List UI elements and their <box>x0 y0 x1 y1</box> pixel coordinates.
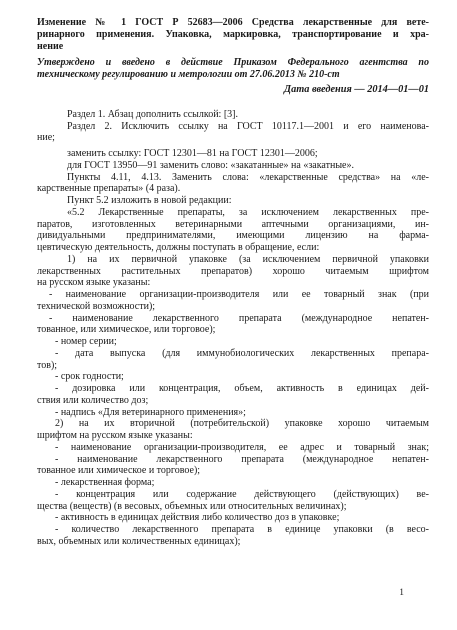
body-line: цевтическую деятельность, должны поступать в обращение, если: <box>37 242 320 253</box>
body-line: технической возможности); <box>37 300 156 312</box>
document-body <box>37 109 429 548</box>
body-line: тов); <box>37 359 58 371</box>
body-line: Раздел 2. Исключить ссылку на ГОСТ 10117.1—2001 и его наименова- <box>67 120 429 132</box>
title-line-1: Изменение № 1 ГОСТ Р 52683—2006 Средства лекарственные для вете- <box>37 17 429 28</box>
effective-date: Дата введения — 2014—01—01 <box>284 83 429 95</box>
body-line: для ГОСТ 13950—91 заменить слово: «закатанные» на «закатные». <box>67 159 354 171</box>
body-line: дивидуальными предпринимателями, имеющими лицензию на фарма- <box>37 230 429 242</box>
page-number: 1 <box>399 588 404 598</box>
body-line: заменить ссылку: ГОСТ 12301—81 на ГОСТ 12301—2006; <box>67 148 318 159</box>
body-line: - количество лекарственного препарата в единице упаковки (в весо- <box>55 524 429 535</box>
body-line: шрифтом на русском языке указаны: <box>37 430 193 441</box>
body-line: лекарственных растительных препаратов) хорошо читаемым шрифтом <box>37 265 429 277</box>
body-line: - лекарственная форма; <box>55 477 155 488</box>
body-line: ствия или количество доз; <box>37 394 149 406</box>
body-line: - наименование лекарственного препарата (международное непатен- <box>55 453 429 465</box>
body-line: - концентрация или содержание действующего (действующих) ве- <box>55 488 429 500</box>
body-line: - наименование лекарственного препарата (международное непатен- <box>49 312 429 324</box>
body-line: - активность в единицах действия либо количество доз в упаковке; <box>55 512 340 524</box>
body-line: 1) на их первичной упаковке (за исключением первичной упаковки <box>67 253 429 265</box>
approval-line-2: техническому регулированию и метрологии от 27.06.2013 № 210-ст <box>37 69 340 80</box>
body-line: щества (веществ) (в весовых, объемных или относительных величинах); <box>37 500 347 512</box>
body-line: «5.2 Лекарственные препараты, за исключением лекарственных пре- <box>67 206 429 218</box>
title-line-3: нение <box>37 40 64 52</box>
body-line: карственные препараты» (4 раза). <box>37 183 181 195</box>
body-line: Пункт 5.2 изложить в новой редакции: <box>67 195 232 206</box>
body-line: тованное или химическое и торговое); <box>37 465 201 477</box>
body-line: - наименование организации-производителя, ее адрес и товарный знак; <box>55 441 429 453</box>
body-line: на русском языке указаны: <box>37 277 151 289</box>
body-line: Раздел 1. Абзац дополнить ссылкой: [3]. <box>67 108 238 120</box>
body-line: вых, объемных или количественных единицах); <box>37 535 241 547</box>
body-line: ние; <box>37 132 55 144</box>
body-line: - дозировка или концентрация, объем, активность в единицах дей- <box>55 383 429 394</box>
title-line-2: ринарного применения. Упаковка, маркировка, транспортирование и хра- <box>37 28 429 40</box>
body-line: - срок годности; <box>55 371 124 383</box>
body-line: - надпись «Для ветеринарного применения»; <box>55 406 246 418</box>
document-header <box>37 17 429 96</box>
body-line: тованное, или химическое, или торговое); <box>37 324 216 336</box>
body-line: - дата выпуска (для иммунобиологических лекарственных препара- <box>55 347 429 359</box>
body-line: - номер серии; <box>55 336 117 347</box>
body-line: паратов, изготовленных ветеринарными аптечными организациями, ин- <box>37 218 429 230</box>
body-line: - наименование организации-производителя или ее товарный знак (при <box>49 289 429 300</box>
body-line: 2) на их вторичной (потребительской) упаковке хорошо читаемым <box>55 418 429 430</box>
approval-line-1: Утверждено и введено в действие Приказом Федерального агентства по <box>37 57 429 69</box>
body-line: Пункты 4.11, 4.13. Заменить слова: «лекарственные средства» на «ле- <box>67 171 429 183</box>
